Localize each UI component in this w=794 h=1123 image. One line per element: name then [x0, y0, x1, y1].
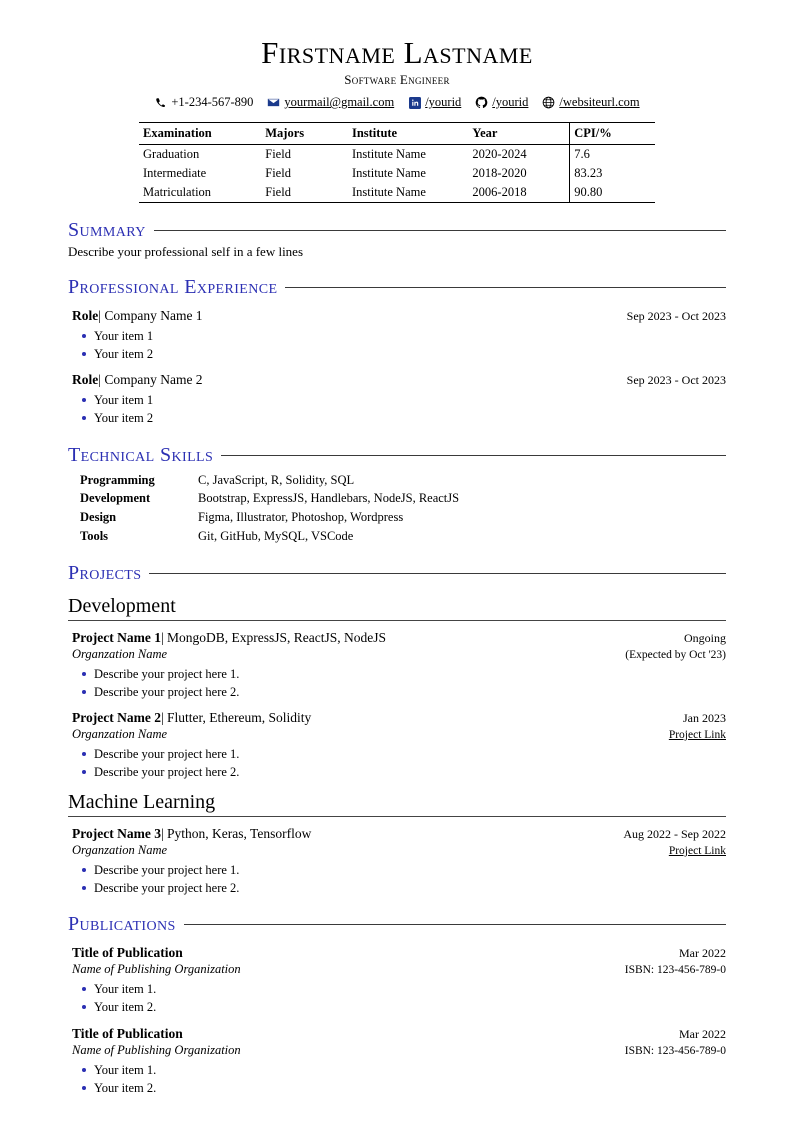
- publication-entry-head: [72, 1026, 726, 1042]
- cell-institute: Institute Name: [351, 147, 426, 162]
- separator: |: [160, 629, 164, 645]
- publication-items: [72, 1061, 726, 1097]
- section-projects-header: [68, 562, 726, 585]
- project-link-wrapper[interactable]: [669, 729, 726, 741]
- col-year: Year: [472, 126, 498, 141]
- skill-row: [80, 471, 726, 490]
- list-item: Describe your project here 1.: [80, 665, 726, 683]
- cell-examination: Intermediate: [143, 166, 207, 181]
- table-row: [139, 183, 655, 203]
- globe-icon: [542, 96, 555, 109]
- skills-list: [68, 471, 726, 546]
- list-item: Your item 1: [80, 391, 726, 409]
- group-rule: [68, 620, 726, 621]
- project-group-development: [68, 595, 726, 621]
- list-item: Describe your project here 1.: [80, 861, 726, 879]
- section-title-publications: Publications: [68, 913, 176, 936]
- skill-label: Tools: [80, 528, 109, 543]
- cell-year: 2006-2018: [472, 185, 527, 200]
- section-rule: [221, 455, 726, 456]
- cell-majors: Field: [265, 185, 291, 200]
- page-title: Firstname Lastname: [261, 35, 533, 70]
- col-cpi: CPI/%: [570, 123, 655, 145]
- project-link[interactable]: Project Link: [668, 845, 726, 858]
- project-name: Project Name 2: [72, 709, 161, 725]
- experience-items: [72, 391, 726, 427]
- list-item: Describe your project here 1.: [80, 745, 726, 763]
- cell-majors: Field: [265, 166, 291, 181]
- project-entry-title: [72, 630, 386, 646]
- project-entry-head: [72, 630, 726, 646]
- experience-items: [72, 327, 726, 363]
- experience-role: Role: [72, 372, 99, 388]
- skill-row: [80, 489, 726, 508]
- experience-company: Company Name 2: [104, 372, 203, 388]
- project-entry: [68, 710, 726, 781]
- separator: |: [160, 826, 164, 842]
- experience-entry-title: [72, 308, 203, 324]
- contact-email-text[interactable]: yourmail@gmail.com: [284, 95, 395, 110]
- education-table-wrapper: [139, 122, 655, 203]
- project-entry-title: [72, 826, 311, 842]
- experience-entry: [68, 308, 726, 363]
- publication-title: Title of Publication: [72, 945, 183, 961]
- section-publications-header: [68, 913, 726, 936]
- project-note: (Expected by Oct '23): [625, 648, 726, 661]
- separator: |: [98, 372, 101, 388]
- experience-dates: Sep 2023 - Oct 2023: [626, 309, 726, 324]
- cell-examination: Graduation: [143, 147, 200, 162]
- project-entry-head: [72, 826, 726, 842]
- publication-date: Mar 2022: [679, 1026, 726, 1041]
- skill-row: [80, 508, 726, 527]
- publication-entry: [68, 1026, 726, 1097]
- skill-value: Bootstrap, ExpressJS, Handlebars, NodeJS, ReactJS: [198, 491, 460, 506]
- section-rule: [149, 573, 726, 574]
- cell-year: 2020-2024: [472, 147, 527, 162]
- section-experience-header: [68, 276, 726, 299]
- project-org: Organzation Name: [72, 646, 168, 661]
- experience-entry-title: [72, 372, 203, 388]
- skill-label: Design: [80, 510, 117, 525]
- list-item: Your item 1.: [80, 980, 726, 998]
- resume-header: [68, 36, 726, 110]
- col-institute: Institute: [351, 126, 398, 141]
- list-item: Your item 2: [80, 409, 726, 427]
- section-title-projects: Projects: [68, 561, 142, 584]
- skill-label: Development: [80, 491, 151, 506]
- contact-github[interactable]: [475, 95, 528, 110]
- experience-company: Company Name 1: [104, 308, 203, 324]
- section-title-summary: Summary: [68, 219, 146, 242]
- job-subtitle: Software Engineer: [344, 72, 450, 88]
- skill-row: [80, 527, 726, 546]
- project-date: Jan 2023: [683, 710, 726, 725]
- list-item: Your item 2.: [80, 998, 726, 1016]
- project-items: [72, 665, 726, 701]
- linkedin-icon: [408, 96, 421, 109]
- project-tech: Python, Keras, Tensorflow: [167, 826, 312, 842]
- section-rule: [154, 230, 726, 231]
- section-title-experience: Professional Experience: [68, 276, 278, 299]
- section-rule: [184, 924, 726, 925]
- project-group-title: Development: [68, 594, 176, 617]
- contact-phone[interactable]: [154, 95, 253, 110]
- project-date: Ongoing: [684, 630, 726, 645]
- project-entry-sub: [72, 727, 726, 742]
- section-rule: [285, 287, 726, 288]
- cell-year: 2018-2020: [472, 166, 527, 181]
- experience-entry-head: [72, 372, 726, 388]
- project-name: Project Name 1: [72, 629, 161, 645]
- cell-examination: Matriculation: [143, 185, 212, 200]
- publication-entry-sub: [72, 1043, 726, 1058]
- project-org: Organzation Name: [72, 843, 168, 858]
- project-entry: [68, 826, 726, 897]
- project-entry-title: [72, 710, 311, 726]
- education-table: [139, 122, 655, 203]
- cell-cpi: 7.6: [570, 145, 655, 165]
- table-row: [139, 164, 655, 183]
- project-tech: Flutter, Ethereum, Solidity: [167, 709, 312, 725]
- list-item: Your item 1: [80, 327, 726, 345]
- skill-value: C, JavaScript, R, Solidity, SQL: [198, 472, 355, 487]
- list-item: Your item 2.: [80, 1079, 726, 1097]
- section-skills-header: [68, 444, 726, 467]
- experience-entry: [68, 372, 726, 427]
- phone-icon: [154, 96, 167, 109]
- project-link-wrapper[interactable]: [669, 845, 726, 857]
- cell-cpi: 90.80: [570, 183, 655, 203]
- publication-date: Mar 2022: [679, 946, 726, 961]
- project-entry-head: [72, 710, 726, 726]
- project-link[interactable]: Project Link: [668, 728, 726, 741]
- cell-institute: Institute Name: [351, 166, 426, 181]
- list-item: Describe your project here 2.: [80, 683, 726, 701]
- experience-dates: Sep 2023 - Oct 2023: [626, 373, 726, 388]
- skill-label: Programming: [80, 472, 155, 487]
- contact-email[interactable]: [267, 95, 394, 110]
- col-majors: Majors: [265, 126, 305, 141]
- summary-text: Describe your professional self in a few lines: [68, 244, 304, 260]
- publication-title: Title of Publication: [72, 1025, 183, 1041]
- experience-role: Role: [72, 308, 99, 324]
- publication-org: Name of Publishing Organization: [72, 962, 241, 977]
- project-entry: [68, 630, 726, 701]
- project-items: [72, 861, 726, 897]
- publication-items: [72, 980, 726, 1016]
- table-header-row: [139, 123, 655, 145]
- publication-isbn: ISBN: 123-456-789-0: [624, 964, 726, 977]
- list-item: Your item 2: [80, 345, 726, 363]
- cell-cpi: 83.23: [570, 164, 655, 183]
- publication-org: Name of Publishing Organization: [72, 1042, 241, 1057]
- cell-majors: Field: [265, 147, 291, 162]
- project-tech: MongoDB, ExpressJS, ReactJS, NodeJS: [167, 629, 387, 645]
- experience-entry-head: [72, 308, 726, 324]
- section-title-skills: Technical Skills: [68, 443, 214, 466]
- group-rule: [68, 816, 726, 817]
- publication-entry-sub: [72, 962, 726, 977]
- contact-phone-text: +1-234-567-890: [171, 95, 254, 110]
- list-item: Describe your project here 2.: [80, 879, 726, 897]
- project-entry-sub: [72, 647, 726, 662]
- project-group-machine-learning: [68, 791, 726, 817]
- contact-website-text[interactable]: /websiteurl.com: [559, 95, 640, 110]
- separator: |: [98, 308, 101, 324]
- cell-institute: Institute Name: [351, 185, 426, 200]
- publication-entry: [68, 945, 726, 1016]
- project-name: Project Name 3: [72, 826, 161, 842]
- skill-value: Figma, Illustrator, Photoshop, Wordpress: [198, 510, 404, 525]
- section-summary-header: [68, 219, 726, 242]
- publication-entry-head: [72, 945, 726, 961]
- table-row: [139, 145, 655, 165]
- separator: |: [160, 709, 164, 725]
- skill-value: Git, GitHub, MySQL, VSCode: [198, 528, 354, 543]
- contact-website[interactable]: [542, 95, 639, 110]
- project-items: [72, 745, 726, 781]
- contact-github-text[interactable]: /yourid: [492, 95, 529, 110]
- email-icon: [267, 96, 280, 109]
- col-examination: Examination: [143, 126, 212, 141]
- project-group-title: Machine Learning: [68, 791, 216, 814]
- contact-linkedin[interactable]: [408, 95, 461, 110]
- publication-isbn: ISBN: 123-456-789-0: [624, 1044, 726, 1057]
- github-icon: [475, 96, 488, 109]
- project-org: Organzation Name: [72, 726, 168, 741]
- project-entry-sub: [72, 843, 726, 858]
- list-item: Describe your project here 2.: [80, 763, 726, 781]
- project-date: Aug 2022 - Sep 2022: [623, 827, 726, 842]
- list-item: Your item 1.: [80, 1061, 726, 1079]
- contact-row: [68, 95, 726, 110]
- contact-linkedin-text[interactable]: /yourid: [425, 95, 462, 110]
